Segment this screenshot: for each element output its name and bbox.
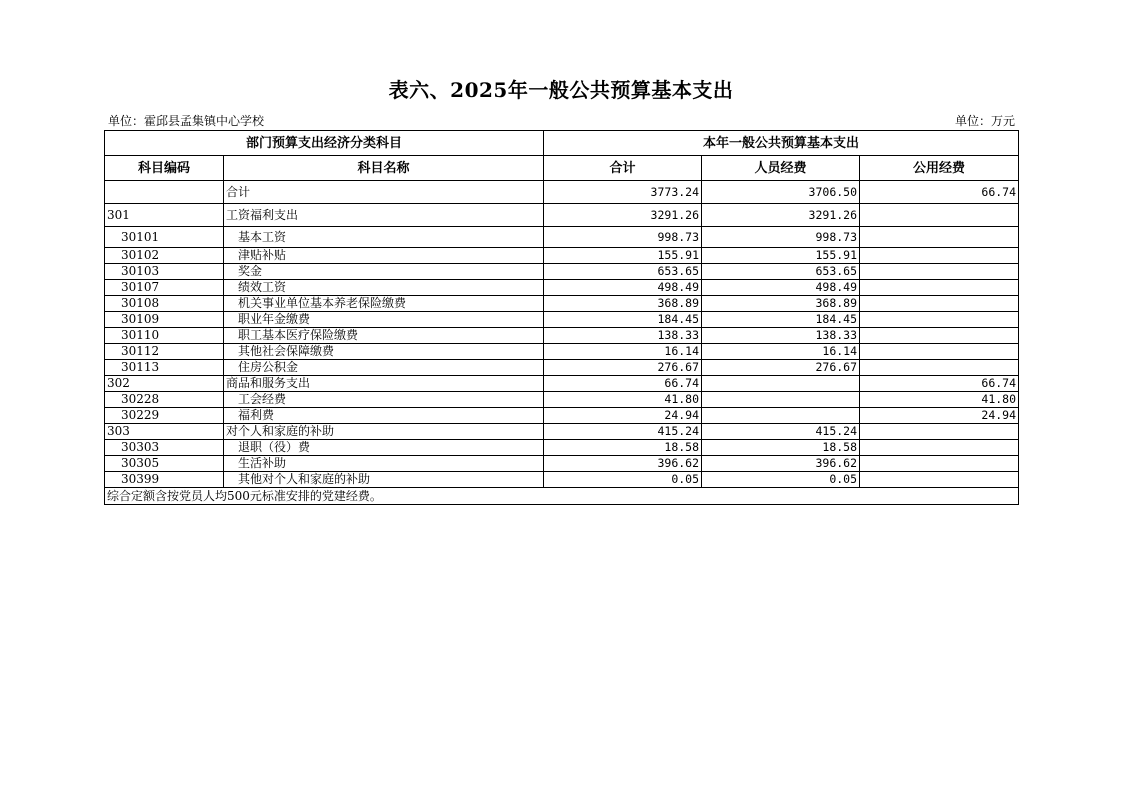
cell-code: 30103 [105,264,224,280]
table-row [105,376,1019,392]
cell-name: 退职（役）费 [224,440,544,456]
cell-name: 福利费 [224,408,544,424]
table-row [105,328,1019,344]
cell-personnel: 415.24 [702,424,860,440]
cell-name: 商品和服务支出 [224,376,544,392]
cell-code [105,181,224,204]
column-header-name: 科目名称 [224,156,544,181]
cell-total: 3291.26 [544,204,702,227]
budget-table [104,130,1019,505]
table-row [105,296,1019,312]
cell-public [860,344,1019,360]
table-row [105,392,1019,408]
table-row [105,181,1019,204]
cell-total: 998.73 [544,227,702,248]
cell-code: 30112 [105,344,224,360]
cell-name: 职工基本医疗保险缴费 [224,328,544,344]
cell-personnel: 276.67 [702,360,860,376]
cell-name: 机关事业单位基本养老保险缴费 [224,296,544,312]
cell-total: 415.24 [544,424,702,440]
cell-total: 18.58 [544,440,702,456]
cell-total: 184.45 [544,312,702,328]
cell-public [860,227,1019,248]
cell-code: 30305 [105,456,224,472]
table-row [105,280,1019,296]
cell-public [860,424,1019,440]
cell-personnel [702,392,860,408]
column-header-code: 科目编码 [105,156,224,181]
column-header-row [105,156,1019,181]
table-body [105,181,1019,488]
table-row [105,472,1019,488]
table-row [105,248,1019,264]
cell-code: 30113 [105,360,224,376]
cell-personnel: 16.14 [702,344,860,360]
table-row [105,408,1019,424]
cell-code: 30110 [105,328,224,344]
cell-public [860,280,1019,296]
table-note: 综合定额含按党员人均500元标准安排的党建经费。 [105,488,1019,505]
cell-public [860,248,1019,264]
cell-code: 30109 [105,312,224,328]
cell-name: 对个人和家庭的补助 [224,424,544,440]
table-row [105,456,1019,472]
table-row [105,344,1019,360]
cell-code: 302 [105,376,224,392]
cell-code: 30228 [105,392,224,408]
cell-personnel: 0.05 [702,472,860,488]
page-title: 表六、2025年一般公共预算基本支出 [388,78,734,102]
unit-organization: 单位：霍邱县孟集镇中心学校 [108,114,265,128]
group-header-expenditure: 本年一般公共预算基本支出 [544,131,1019,156]
cell-name: 绩效工资 [224,280,544,296]
cell-name: 职业年金缴费 [224,312,544,328]
cell-total: 16.14 [544,344,702,360]
table-row [105,312,1019,328]
cell-public [860,360,1019,376]
cell-name: 其他社会保障缴费 [224,344,544,360]
cell-total: 0.05 [544,472,702,488]
note-row [105,488,1019,505]
cell-total: 3773.24 [544,181,702,204]
cell-public: 66.74 [860,181,1019,204]
cell-name: 基本工资 [224,227,544,248]
cell-total: 66.74 [544,376,702,392]
cell-code: 30303 [105,440,224,456]
cell-code: 303 [105,424,224,440]
cell-total: 498.49 [544,280,702,296]
cell-public [860,328,1019,344]
cell-public [860,440,1019,456]
table-row [105,440,1019,456]
cell-personnel: 498.49 [702,280,860,296]
cell-name: 住房公积金 [224,360,544,376]
cell-public: 24.94 [860,408,1019,424]
cell-name: 津贴补贴 [224,248,544,264]
cell-code: 30108 [105,296,224,312]
cell-name: 其他对个人和家庭的补助 [224,472,544,488]
cell-name: 工资福利支出 [224,204,544,227]
cell-public [860,472,1019,488]
table-row [105,360,1019,376]
cell-personnel: 3706.50 [702,181,860,204]
table-row [105,264,1019,280]
cell-total: 41.80 [544,392,702,408]
cell-total: 24.94 [544,408,702,424]
cell-total: 368.89 [544,296,702,312]
cell-code: 30399 [105,472,224,488]
cell-total: 276.67 [544,360,702,376]
cell-personnel [702,408,860,424]
table-row [105,227,1019,248]
cell-public: 66.74 [860,376,1019,392]
cell-public [860,312,1019,328]
cell-public [860,296,1019,312]
table-row [105,424,1019,440]
cell-public [860,456,1019,472]
cell-code: 30102 [105,248,224,264]
cell-personnel: 998.73 [702,227,860,248]
cell-code: 30101 [105,227,224,248]
cell-name: 奖金 [224,264,544,280]
cell-name: 工会经费 [224,392,544,408]
cell-personnel: 653.65 [702,264,860,280]
cell-code: 301 [105,204,224,227]
cell-personnel: 18.58 [702,440,860,456]
column-header-personnel: 人员经费 [702,156,860,181]
cell-public [860,204,1019,227]
group-header-row [105,131,1019,156]
group-header-classification: 部门预算支出经济分类科目 [105,131,544,156]
cell-public [860,264,1019,280]
cell-total: 138.33 [544,328,702,344]
cell-total: 155.91 [544,248,702,264]
cell-personnel: 3291.26 [702,204,860,227]
cell-total: 653.65 [544,264,702,280]
cell-personnel: 368.89 [702,296,860,312]
cell-total: 396.62 [544,456,702,472]
column-header-public: 公用经费 [860,156,1019,181]
unit-currency: 单位：万元 [954,114,1015,128]
cell-personnel: 184.45 [702,312,860,328]
cell-name: 合计 [224,181,544,204]
table-row [105,204,1019,227]
cell-personnel: 155.91 [702,248,860,264]
cell-personnel: 396.62 [702,456,860,472]
cell-code: 30107 [105,280,224,296]
cell-personnel: 138.33 [702,328,860,344]
cell-personnel [702,376,860,392]
cell-name: 生活补助 [224,456,544,472]
column-header-total: 合计 [544,156,702,181]
cell-code: 30229 [105,408,224,424]
cell-public: 41.80 [860,392,1019,408]
